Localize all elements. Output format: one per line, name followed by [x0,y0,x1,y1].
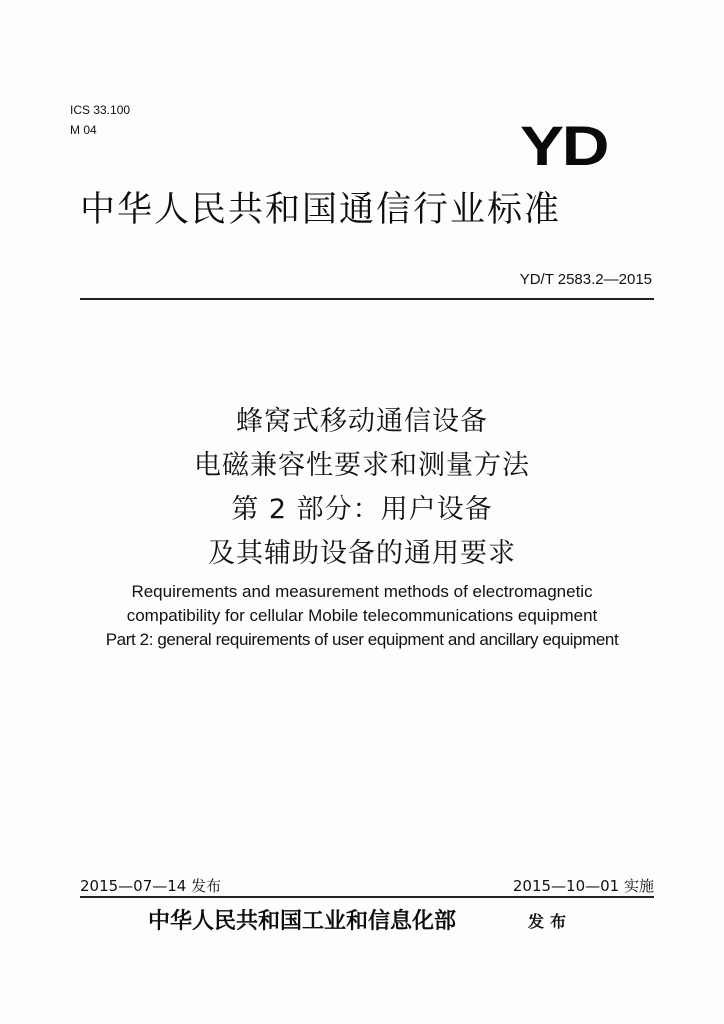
publisher-name: 中华人民共和国工业和信息化部 [148,908,457,934]
english-title-line: Part 2: general requirements of user equipment and ancillary equipment [105,630,619,649]
ccs-code: M 04 [70,123,97,137]
top-divider [80,298,654,300]
english-title-block [62,580,662,652]
chinese-title-line: 电磁兼容性要求和测量方法 [194,450,530,481]
chinese-title-block [62,400,662,576]
standard-body-title: 中华人民共和国通信行业标准 [80,190,562,230]
chinese-title-line: 第 2 部分：用户设备 [231,494,493,525]
implementation-date: 2015—10—01 实施 [512,877,654,895]
english-title-line: Requirements and measurement methods of electromagnetic [131,582,593,601]
yd-logo: YD [520,114,608,177]
ics-code: ICS 33.100 [70,103,131,117]
bottom-divider [80,896,654,898]
standard-number: YD/T 2583.2—2015 [519,271,652,288]
chinese-title-line: 蜂窝式移动通信设备 [236,406,488,437]
english-title-line: compatibility for cellular Mobile telecommunications equipment [126,606,598,625]
chinese-title-line: 及其辅助设备的通用要求 [208,538,516,569]
publish-label: 发布 [528,912,573,931]
classification-block [70,100,130,140]
issue-date: 2015—07—14 发布 [80,877,222,895]
